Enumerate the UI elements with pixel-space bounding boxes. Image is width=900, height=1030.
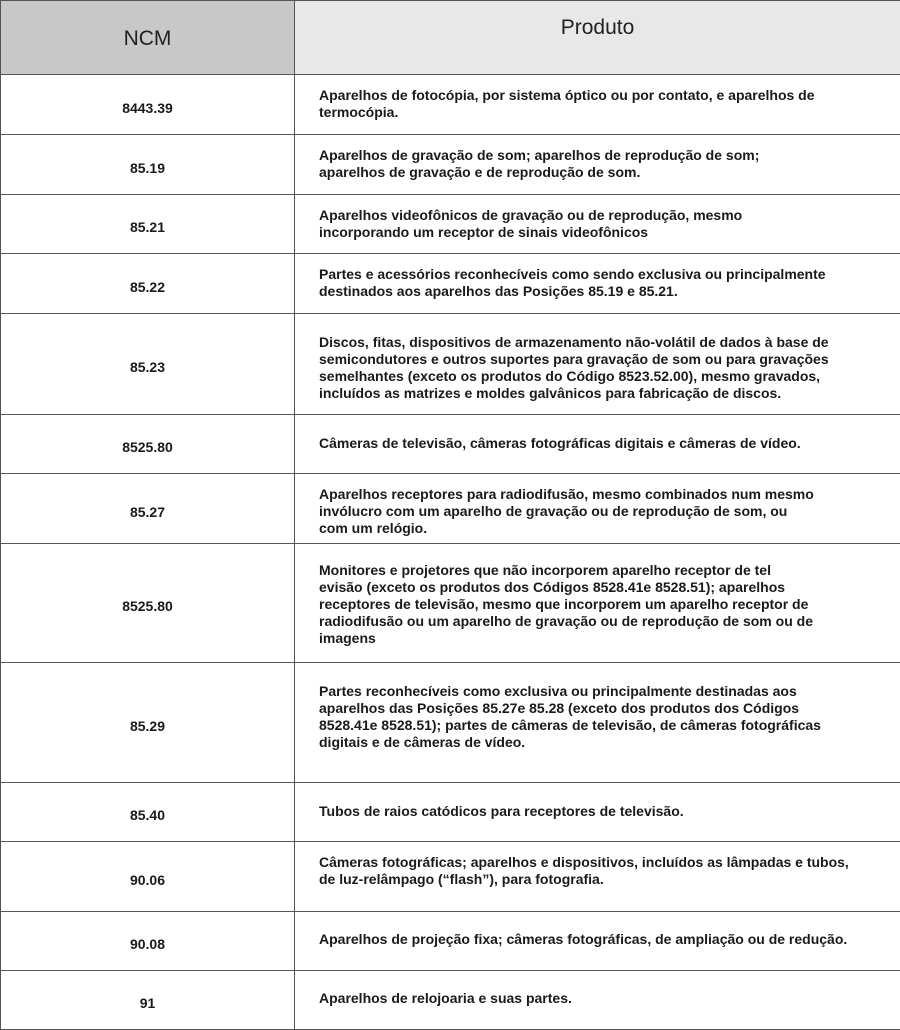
product-cell	[295, 415, 900, 474]
table-row	[1, 415, 900, 474]
ncm-cell	[1, 912, 295, 971]
product-description: Tubos de raios catódicos para receptores de televisão.	[319, 803, 896, 820]
product-cell	[295, 75, 900, 135]
ncm-code: 85.19	[130, 154, 165, 176]
product-cell	[295, 474, 900, 544]
product-cell	[295, 912, 900, 971]
product-description: Aparelhos de projeção fixa; câmeras fotográficas, de ampliação ou de redução.	[319, 931, 896, 948]
ncm-cell	[1, 135, 295, 195]
product-description: Aparelhos de gravação de som; aparelhos de reprodução de som; aparelhos de gravação e de reprodução de som.	[319, 147, 896, 181]
ncm-cell	[1, 254, 295, 314]
ncm-code: 85.21	[130, 213, 165, 235]
table-row	[1, 135, 900, 195]
table-row	[1, 663, 900, 783]
product-cell	[295, 314, 900, 415]
ncm-code: 85.27	[130, 498, 165, 520]
product-description: Aparelhos de fotocópia, por sistema óptico ou por contato, e aparelhos de termocópia.	[319, 87, 896, 121]
ncm-cell	[1, 474, 295, 544]
ncm-cell	[1, 314, 295, 415]
ncm-cell	[1, 544, 295, 663]
product-cell	[295, 842, 900, 912]
ncm-code: 8525.80	[122, 433, 173, 455]
product-cell	[295, 195, 900, 254]
ncm-code: 85.40	[130, 801, 165, 823]
product-cell	[295, 544, 900, 663]
table-row	[1, 75, 900, 135]
table-row	[1, 842, 900, 912]
table-row	[1, 314, 900, 415]
product-cell	[295, 971, 900, 1030]
table-row	[1, 195, 900, 254]
product-description: Aparelhos de relojoaria e suas partes.	[319, 990, 896, 1007]
ncm-code: 8443.39	[122, 94, 173, 116]
ncm-code: 8525.80	[122, 592, 173, 614]
ncm-cell	[1, 75, 295, 135]
product-description: Discos, fitas, dispositivos de armazenamento não-volátil de dados à base de semicondutores e outros suportes para gravação de som ou para gravações semelhantes (exceto os produtos do Código 8523.52.00), mesmo gravados, incluídos as matrizes e moldes galvânicos para fabricação de discos.	[319, 334, 896, 402]
column-header-ncm: NCM	[1, 1, 295, 75]
product-description: Partes reconhecíveis como exclusiva ou principalmente destinadas aos aparelhos das Posições 85.27e 85.28 (exceto dos produtos dos Códigos 8528.41e 8528.51); partes de câmeras de televisão, de câmeras fotográficas digitais e de câmeras de vídeo.	[319, 683, 896, 751]
ncm-cell	[1, 195, 295, 254]
product-cell	[295, 254, 900, 314]
ncm-code: 91	[140, 989, 156, 1011]
product-cell	[295, 663, 900, 783]
table-row	[1, 544, 900, 663]
table-header-row	[1, 1, 900, 75]
ncm-code: 90.06	[130, 866, 165, 888]
table-row	[1, 971, 900, 1030]
ncm-code: 85.22	[130, 273, 165, 295]
product-description: Câmeras fotográficas; aparelhos e dispositivos, incluídos as lâmpadas e tubos, de luz-relâmpago (“flash”), para fotografia.	[319, 854, 896, 888]
column-header-produto: Produto	[295, 1, 900, 75]
table-row	[1, 254, 900, 314]
product-cell	[295, 783, 900, 842]
ncm-cell	[1, 783, 295, 842]
ncm-code: 90.08	[130, 930, 165, 952]
table-row	[1, 912, 900, 971]
product-description: Aparelhos receptores para radiodifusão, mesmo combinados num mesmo invólucro com um aparelho de gravação ou de reprodução de som, ou com um relógio.	[319, 486, 896, 537]
product-description: Partes e acessórios reconhecíveis como sendo exclusiva ou principalmente destinados aos aparelhos das Posições 85.19 e 85.21.	[319, 266, 896, 300]
product-description: Aparelhos videofônicos de gravação ou de reprodução, mesmo incorporando um receptor de sinais videofônicos	[319, 207, 896, 241]
product-description: Monitores e projetores que não incorporem aparelho receptor de tel evisão (exceto os produtos dos Códigos 8528.41e 8528.51); aparelhos receptores de televisão, mesmo que incorporem um aparelho receptor de radiodifusão ou um aparelho de gravação ou de reprodução de som ou de imagens	[319, 562, 896, 647]
ncm-cell	[1, 842, 295, 912]
ncm-code: 85.23	[130, 353, 165, 375]
ncm-cell	[1, 415, 295, 474]
ncm-cell	[1, 971, 295, 1030]
table-row	[1, 474, 900, 544]
product-cell	[295, 135, 900, 195]
ncm-cell	[1, 663, 295, 783]
ncm-code: 85.29	[130, 712, 165, 734]
table-row	[1, 783, 900, 842]
product-description: Câmeras de televisão, câmeras fotográficas digitais e câmeras de vídeo.	[319, 435, 896, 452]
